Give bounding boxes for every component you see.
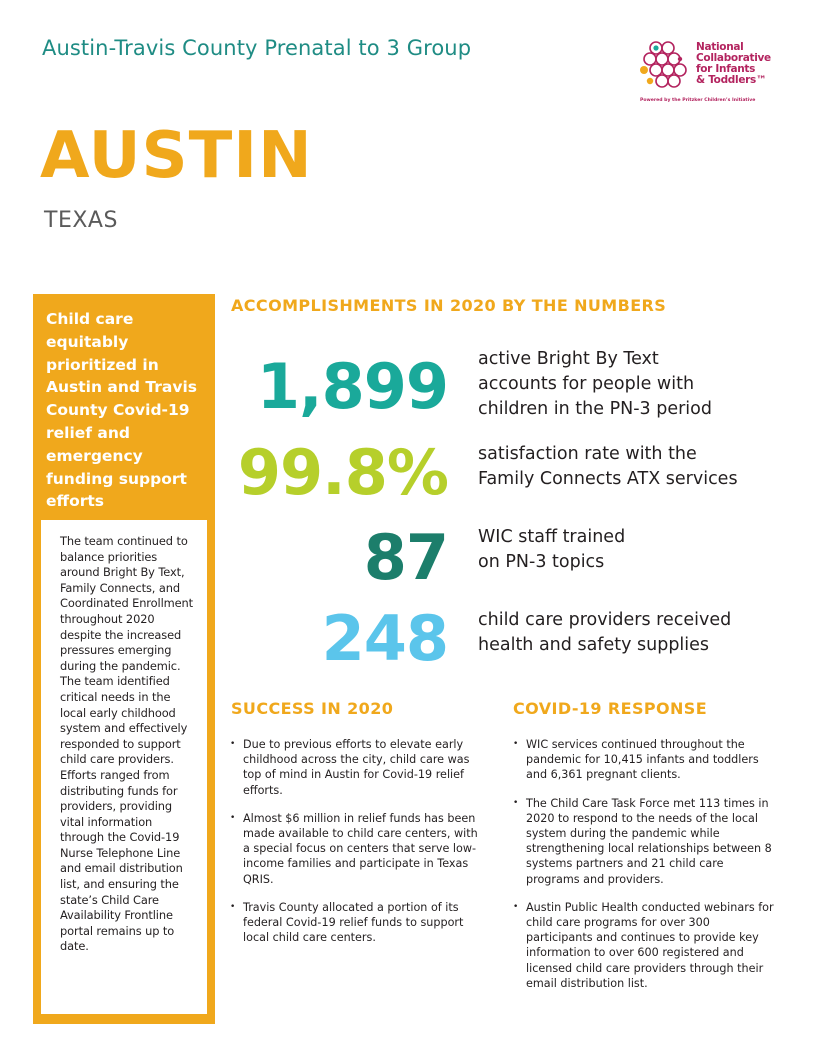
stat-number: 248 <box>321 602 448 675</box>
accomplishments-title: ACCOMPLISHMENTS IN 2020 BY THE NUMBERS <box>231 296 667 315</box>
list-item: • WIC services continued throughout the pandemic for 10,415 infants and toddlers and 6,361 pregnant clients. <box>513 737 775 783</box>
covid-response-list <box>513 737 775 1004</box>
list-item: • Due to previous efforts to elevate early childhood across the city, child care was top of mind in Austin for Covid-19 relief efforts. <box>230 737 488 798</box>
stat-number: 87 <box>363 521 448 594</box>
logo-wordmark: National Collaborative for Infants & Toddlers™ <box>696 41 771 86</box>
group-title: Austin-Travis County Prenatal to 3 Group <box>42 36 472 60</box>
list-item: • Almost $6 million in relief funds has been made available to child care centers, with a special focus on centers that serve low-income families and participate in Texas QRIS. <box>230 811 488 887</box>
stat-description: WIC staff trained on PN-3 topics <box>478 527 626 572</box>
state-subtitle: TEXAS <box>44 208 118 233</box>
stat-description: active Bright By Text accounts for people with children in the PN-3 period <box>478 349 712 419</box>
logo-tagline: Powered by the Pritzker Children’s Initiative <box>640 98 756 103</box>
covid-response-title: COVID-19 RESPONSE <box>513 699 708 718</box>
success-title: SUCCESS IN 2020 <box>231 699 394 718</box>
city-title: AUSTIN <box>40 119 313 193</box>
stat-number: 1,899 <box>256 350 448 423</box>
success-list <box>230 737 488 958</box>
stat-description: child care providers received health and safety supplies <box>478 610 732 655</box>
sidebar-headline: Child care equitably prioritized in Austin and Travis County Covid-19 relief and emergency funding support efforts <box>46 310 198 511</box>
sidebar-panel <box>33 294 215 1024</box>
sidebar-body-text: The team continued to balance priorities around Bright By Text, Family Connects, and Coordinated Enrollment throughout 2020 despite the increased pressures emerging during the pandemic. The team identified critical needs in the local early childhood system and effectively responded to support child care providers. Efforts ranged from distributing funds for providers, providing vital information through the Covid-19 Nurse Telephone Line and email distribution list, and ensuring the state’s Child Care Availability Frontline portal remains up to date. <box>41 520 207 1014</box>
ncit-logo <box>636 38 786 108</box>
logo-mark-icon <box>636 38 692 92</box>
list-item: • Austin Public Health conducted webinars for child care programs for over 300 participants and continues to provide key information to over 600 registered and licensed child care providers through their email distribution list. <box>513 900 775 991</box>
stat-number: 99.8% <box>237 436 448 509</box>
list-item: • Travis County allocated a portion of its federal Covid-19 relief funds to support local child care centers. <box>230 900 488 946</box>
list-item: • The Child Care Task Force met 113 times in 2020 to respond to the needs of the local system during the pandemic while strengthening local relationships between 8 systems partners and 21 child care programs and providers. <box>513 796 775 887</box>
stat-description: satisfaction rate with the Family Connects ATX services <box>478 444 738 489</box>
